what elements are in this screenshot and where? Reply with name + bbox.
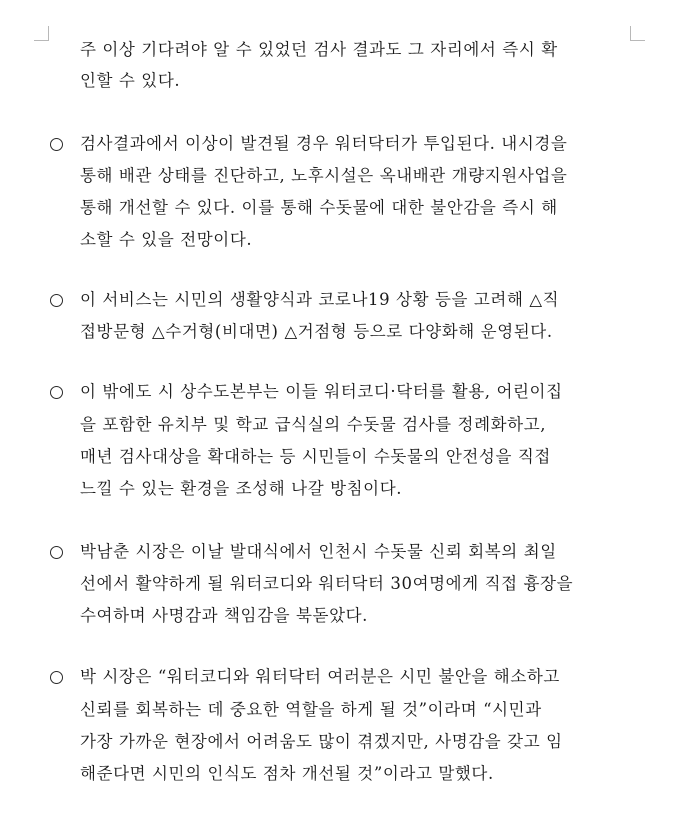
paragraph-line: 선에서 활약하게 될 워터코디와 워터닥터 30여명에게 직접 흉장을 — [80, 574, 574, 593]
paragraph-line: 통해 배관 상태를 진단하고, 노후시설은 옥내배관 개량지원사업을 — [80, 166, 568, 185]
paragraph-line: 매년 검사대상을 확대하는 등 시민들이 수돗물의 안전성을 직접 — [80, 447, 551, 466]
page-corner-mark-top-right — [630, 26, 645, 41]
circle-bullet-icon — [50, 138, 63, 151]
continuation-line: 인할 수 있다. — [80, 71, 181, 90]
paragraph-line: 수여하며 사명감과 책임감을 북돋았다. — [80, 606, 369, 625]
paragraph-line: 을 포함한 유치부 및 학교 급식실의 수돗물 검사를 정례화하고, — [80, 415, 547, 434]
circle-bullet-icon — [50, 671, 63, 684]
paragraph-line: 박남춘 시장은 이날 발대식에서 인천시 수돗물 신뢰 회복의 최일 — [80, 542, 557, 561]
continuation-line: 주 이상 기다려야 알 수 있었던 검사 결과도 그 자리에서 즉시 확 — [80, 40, 558, 59]
paragraph-line: 가장 가까운 현장에서 어려움도 많이 겪겠지만, 사명감을 갖고 임 — [80, 732, 563, 751]
paragraph-line: 해준다면 시민의 인식도 점차 개선될 것”이라고 말했다. — [80, 764, 494, 783]
paragraph-line: 통해 개선할 수 있다. 이를 통해 수돗물에 대한 불안감을 즉시 해 — [80, 198, 558, 217]
paragraph-line: 접방문형 △수거형(비대면) △거점형 등으로 다양화해 운영된다. — [80, 322, 553, 341]
page-corner-mark-top-left — [34, 26, 49, 41]
circle-bullet-icon — [50, 386, 63, 399]
circle-bullet-icon — [50, 546, 63, 559]
paragraph-line: 검사결과에서 이상이 발견될 경우 워터닥터가 투입된다. 내시경을 — [80, 134, 568, 153]
paragraph-line: 소할 수 있을 전망이다. — [80, 230, 253, 249]
circle-bullet-icon — [50, 294, 63, 307]
paragraph-line: 박 시장은 “워터코디와 워터닥터 여러분은 시민 불안을 해소하고 — [80, 667, 560, 686]
paragraph-line: 이 밖에도 시 상수도본부는 이들 워터코디·닥터를 활용, 어린이집 — [80, 382, 563, 401]
paragraph-line: 신뢰를 회복하는 데 중요한 역할을 하게 될 것”이라며 “시민과 — [80, 700, 542, 719]
paragraph-line: 이 서비스는 시민의 생활양식과 코로나19 상황 등을 고려해 △직 — [80, 290, 560, 309]
paragraph-line: 느낄 수 있는 환경을 조성해 나갈 방침이다. — [80, 479, 403, 498]
